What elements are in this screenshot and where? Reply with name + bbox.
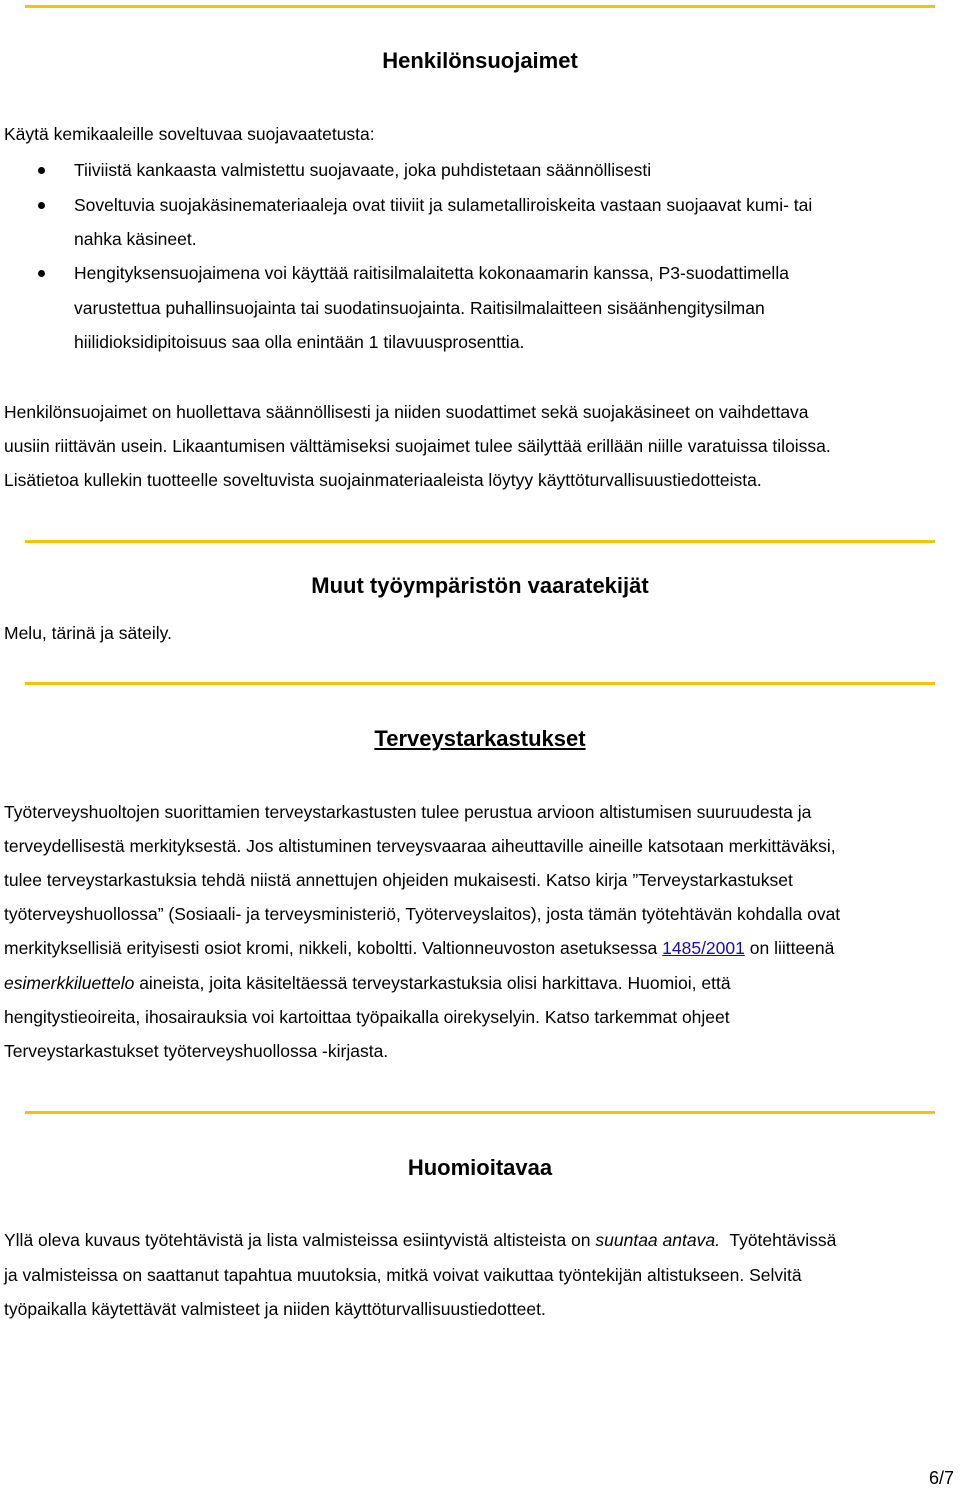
section-title-henkilonsuojaimet: Henkilönsuojaimet [382,48,578,73]
paragraph-line [4,931,834,965]
paragraph-line [4,966,731,1000]
body-text: Melu, tärinä ja säteily. [4,623,172,643]
list-item: Soveltuvia suojakäsinemateriaaleja ovat tiiviit ja sulametalliroiskeita vastaan suojaavat kumi- tai [74,195,813,215]
text-segment: aineista, joita käsiteltäessä terveystarkastuksia olisi harkittava. Huomioi, että [134,973,731,993]
paragraph-line: uusiin riittävän usein. Likaantumisen välttämiseksi suojaimet tulee säilyttää erillään niille varatuissa tiloissa. [4,436,831,456]
section-divider [25,540,935,543]
paragraph-line: hengitystieoireita, ihosairauksia voi kartoittaa työpaikalla oirekyselyin. Katso tarkemmat ohjeet [4,1007,730,1027]
text-segment: merkityksellisiä erityisesti osiot kromi, nikkeli, koboltti. Valtionneuvoston asetuksessa [4,938,663,958]
paragraph-line: työpaikalla käytettävät valmisteet ja niiden käyttöturvallisuustiedotteet. [4,1299,546,1319]
text-segment: Yllä oleva kuvaus työtehtävistä ja lista valmisteissa esiintyvistä altisteista on [4,1230,596,1250]
bullet-icon [38,270,45,277]
paragraph-line [4,1223,836,1257]
section-divider [25,682,935,685]
bullet-icon [38,202,45,209]
emphasis-text: esimerkkiluettelo [4,973,135,993]
paragraph-line: Terveystarkastukset työterveyshuollossa -kirjasta. [4,1041,389,1061]
list-item-continuation: varustettua puhallinsuojainta tai suodatinsuojainta. Raitisilmalaitteen sisäänhengitysilman [74,298,765,318]
paragraph-line: Työterveyshuoltojen suorittamien terveystarkastusten tulee perustua arvioon altistumisen suuruudesta ja [4,802,812,822]
bullet-icon [38,167,45,174]
emphasis-text: suuntaa antava. [595,1230,720,1250]
paragraph-line: Lisätietoa kullekin tuotteelle soveltuvista suojainmateriaaleista löytyy käyttöturvallisuustiedotteista. [4,470,762,490]
decree-link[interactable]: 1485/2001 [662,938,745,958]
paragraph-line: terveydellisestä merkityksestä. Jos altistuminen terveysvaaraa aiheuttaville aineille katsotaan merkittäväksi, [4,836,836,856]
list-item: Tiiviistä kankaasta valmistettu suojavaate, joka puhdistetaan säännöllisesti [74,160,652,180]
top-divider [25,5,935,8]
list-item-continuation: nahka käsineet. [74,229,197,249]
text-segment: on liitteenä [744,938,835,958]
section-title-terveystarkastukset: Terveystarkastukset [374,726,586,751]
intro-text: Käytä kemikaaleille soveltuvaa suojavaatetusta: [4,124,375,144]
paragraph-line: Henkilönsuojaimet on huollettava säännöllisesti ja niiden suodattimet sekä suojakäsineet on vaihdettava [4,402,809,422]
section-title-muut-vaaratekijat: Muut työympäristön vaaratekijät [311,573,649,598]
text-segment: Työtehtävissä [719,1230,837,1250]
paragraph-line: ja valmisteissa on saattanut tapahtua muutoksia, mitkä voivat vaikuttaa työntekijän altistukseen. Selvitä [4,1265,802,1285]
page-number: 6/7 [928,1468,954,1488]
paragraph-line: työterveyshuollossa” (Sosiaali- ja terveysministeriö, Työterveyslaitos), josta tämän työtehtävän kohdalla ovat [4,904,841,924]
paragraph-line: tulee terveystarkastuksia tehdä niistä annettujen ohjeiden mukaisesti. Katso kirja ”Terveystarkastukset [4,870,793,890]
section-divider [25,1111,935,1114]
section-title-huomioitavaa: Huomioitavaa [407,1155,553,1180]
list-item: Hengityksensuojaimena voi käyttää raitisilmalaitetta kokonaamarin kanssa, P3-suodattimella [74,263,789,283]
list-item-continuation: hiilidioksidipitoisuus saa olla enintään 1 tilavuusprosenttia. [74,332,525,352]
